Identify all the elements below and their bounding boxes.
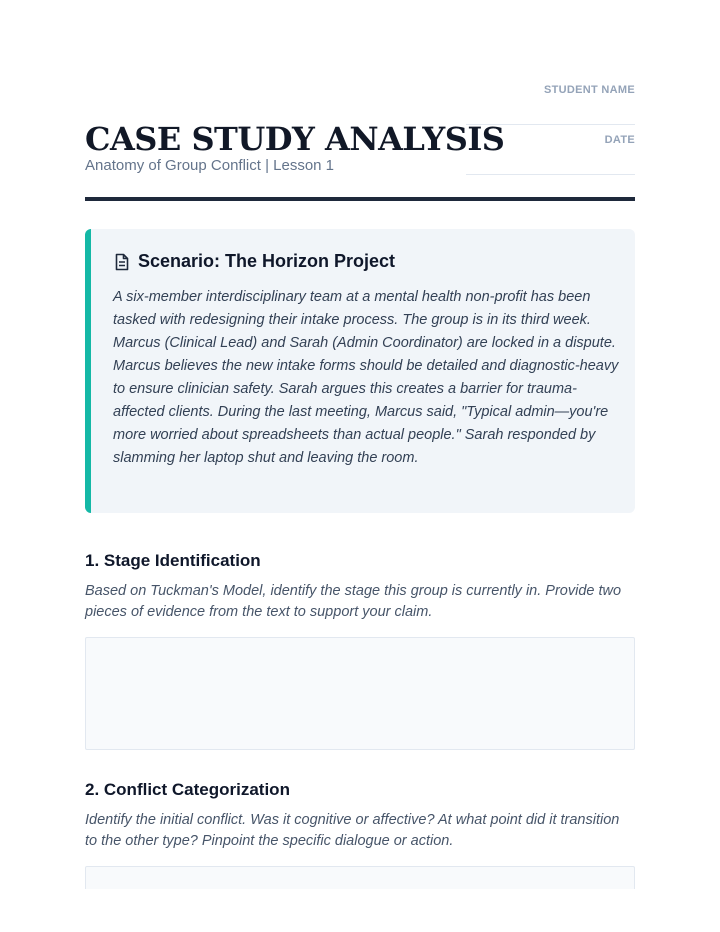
question-1-title: 1. Stage Identification bbox=[85, 551, 261, 570]
question-1-answer-box[interactable] bbox=[85, 637, 635, 750]
header-divider bbox=[85, 197, 635, 201]
document-icon bbox=[114, 253, 130, 271]
page-subtitle: Anatomy of Group Conflict | Lesson 1 bbox=[85, 157, 335, 174]
date-label: DATE bbox=[604, 134, 635, 146]
page-header bbox=[85, 84, 635, 204]
page-bottom-margin bbox=[0, 889, 720, 932]
scenario-accent-bar bbox=[85, 229, 91, 513]
date-field[interactable] bbox=[466, 134, 635, 175]
question-2-title: 2. Conflict Categorization bbox=[85, 780, 290, 799]
scenario-title: Scenario: The Horizon Project bbox=[138, 251, 396, 271]
question-2-prompt: Identify the initial conflict. Was it cognitive or affective? At what point did it transition to the other type? Pinpoint the specific dialogue or action. bbox=[85, 812, 620, 849]
student-name-field[interactable] bbox=[466, 84, 635, 125]
date-line[interactable] bbox=[466, 174, 635, 175]
scenario-header bbox=[114, 251, 395, 272]
page-title: CASE STUDY ANALYSIS bbox=[85, 120, 505, 158]
student-name-line[interactable] bbox=[466, 124, 635, 125]
scenario-card bbox=[85, 229, 635, 513]
question-1-prompt: Based on Tuckman's Model, identify the stage this group is currently in. Provide two pieces of evidence from the text to support your claim. bbox=[85, 583, 622, 620]
student-name-label: STUDENT NAME bbox=[544, 84, 635, 96]
scenario-body: A six-member interdisciplinary team at a mental health non-profit has been tasked with redesigning their intake process. The group is in its third week. Marcus (Clinical Lead) and Sarah (Admin Coordinator) are locked in a dispute. Marcus believes the new intake forms should be detailed and diagnostic-heavy to ensure clinician safety. Sarah argues this creates a barrier for trauma-affected clients. During the last meeting, Marcus said, "Typical admin—you're more worried about spreadsheets than actual people." Sarah responded by slamming her laptop shut and leaving the room. bbox=[113, 289, 619, 466]
